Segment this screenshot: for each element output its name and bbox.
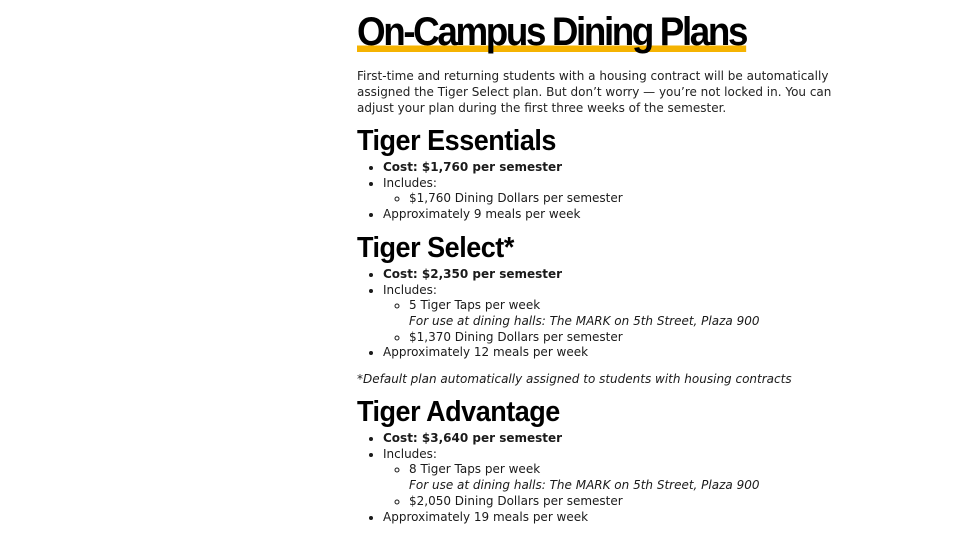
plan-heading-tiger-select: Tiger Select* [357, 231, 514, 264]
tiger-taps-item: ◦ 8 Tiger Taps per week [409, 462, 842, 478]
dining-dollars-item: ◦ $2,050 Dining Dollars per semester [409, 494, 842, 510]
dining-dollars-item: ◦ $1,370 Dining Dollars per semester [409, 330, 842, 346]
page-title: On-Campus Dining Plans [357, 10, 747, 54]
default-plan-footnote: *Default plan automatically assigned to students with housing contracts [357, 372, 792, 387]
plan-includes [383, 176, 842, 207]
tiger-taps-item: ◦ 5 Tiger Taps per week [409, 298, 842, 314]
plan-details-list [357, 431, 842, 525]
plan-meals: • Approximately 12 meals per week [383, 345, 842, 361]
plan-heading-tiger-essentials: Tiger Essentials [357, 125, 556, 157]
plan-cost: • Cost: $2,350 per semester [383, 267, 842, 283]
includes-list [383, 191, 842, 207]
plan-tiger-select [357, 231, 842, 361]
tiger-taps-note: For use at dining halls: The MARK on 5th Street, Plaza 900 [409, 313, 760, 328]
plan-includes [383, 447, 842, 510]
includes-list [383, 298, 842, 345]
includes-label: Includes: [383, 446, 437, 461]
plan-meals: • Approximately 9 meals per week [383, 207, 842, 223]
plan-details-list [357, 160, 842, 223]
tiger-taps-note: For use at dining halls: The MARK on 5th Street, Plaza 900 [409, 478, 760, 493]
dining-dollars-item: ◦ $1,760 Dining Dollars per semester [409, 191, 842, 207]
plan-cost: • Cost: $3,640 per semester [383, 431, 842, 447]
includes-label: Includes: [383, 282, 437, 297]
plan-tiger-advantage [357, 395, 842, 525]
plan-meals: • Approximately 19 meals per week [383, 510, 842, 526]
main-content [357, 0, 842, 525]
plan-tiger-essentials [357, 124, 842, 223]
intro-paragraph: First-time and returning students with a housing contract will be automatically assigned the Tiger Select plan. But don’t worry — you’re not locked in. You can adjust your plan during the first three weeks of the semester. [357, 69, 832, 115]
plan-cost: • Cost: $1,760 per semester [383, 160, 842, 176]
includes-list [383, 462, 842, 509]
plan-includes [383, 283, 842, 346]
plan-details-list [357, 267, 842, 361]
plan-heading-tiger-advantage: Tiger Advantage [357, 396, 560, 429]
includes-label: Includes: [383, 175, 437, 190]
